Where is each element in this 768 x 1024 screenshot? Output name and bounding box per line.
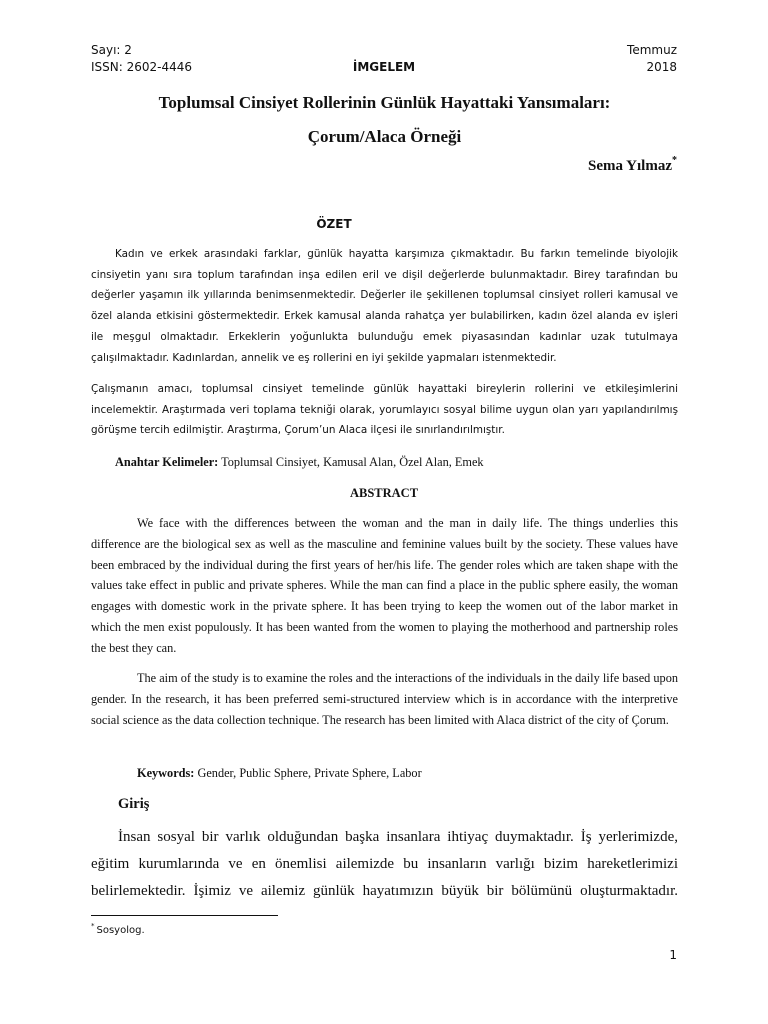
abstract-paragraph-2: The aim of the study is to examine the roles and the interactions of the individuals in the daily life based upon gender. In the research, it has been preferred semi-structured interview which is in accordance with the interpretive social science as the data collection technique. The research has been limited with Alaca district of the city of Çorum. — [91, 671, 678, 727]
giris-heading: Giriş — [118, 796, 150, 812]
header-right — [627, 42, 677, 76]
paper-title-line2: Çorum/Alaca Örneği — [307, 127, 462, 146]
author — [588, 155, 677, 175]
ozet-keywords-text: Toplumsal Cinsiyet, Kamusal Alan, Özel Alan, Emek — [221, 455, 484, 469]
abstract-paragraph-1: We face with the differences between the woman and the man in daily life. The things underlies this difference are the biological sex as well as the masculine and feminine values built by the society. These values have been embraced by the individual during the first years of her/his life. The gender roles which are taken shape with the values take effect in public and private spheres. While the man can find a place in the public sphere easily, the woman engages with domestic work in the private sphere. It has been trying to keep the women out of the labor market in which the men exist populously. It has been wanted from the women to playing the motherhood and partnership roles the best they can. — [91, 516, 678, 655]
ozet-paragraph-1: Kadın ve erkek arasındaki farklar, günlük hayatta karşımıza çıkmaktadır. Bu farkın temelinde biyolojik cinsiyetin yanı sıra toplum tarafından inşa edilen eril ve dişil değerlerde bulunmaktadır. Birey tarafından bu değerler yaşamın ilk yıllarında benimsenmektedir. Değerler ile şekillenen toplumsal cinsiyet rolleri kamusal ve özel alanda etkisini göstermektedir. Erkek kamusal alanda rahatça yer bulabilirken, kadın özel alanda ev işleri ile meşgul olmaktadır. Erkeklerin yoğunlukta bulunduğu emek piyasasından kadınlar uzak tutulmaya çalışılmaktadır. Kadınlardan, annelik ve eş rollerini en iyi şekilde yapmaları istenmektedir. — [91, 248, 678, 364]
page-number: 1 — [669, 948, 677, 962]
giris-paragraph: İnsan sosyal bir varlık olduğundan başka insanlara ihtiyaç duymaktadır. İş yerlerimizde, eğitim kurumlarında ve en önemlisi ailemizde bu insanların varlığı bizim hareketlerimizi belirlemektedir. İşimiz ve ailemiz günlük hayatımızın büyük bir bölümünü oluşturmaktadır. — [91, 829, 678, 899]
ozet-keywords — [115, 455, 484, 470]
ozet-keywords-label: Anahtar Kelimeler: — [115, 455, 219, 469]
author-footnote-marker: * — [672, 155, 677, 166]
abstract-heading: ABSTRACT — [349, 486, 419, 500]
journal-name: İMGELEM — [352, 60, 416, 74]
abstract-keywords — [137, 766, 422, 781]
issue-year: 2018 — [646, 60, 677, 74]
abstract-keywords-label: Keywords: — [137, 766, 195, 780]
footnote-divider — [91, 915, 278, 916]
issn: ISSN: 2602-4446 — [91, 60, 193, 74]
footnote — [91, 922, 145, 936]
footnote-marker: * — [91, 922, 95, 930]
ozet-paragraph-2: Çalışmanın amacı, toplumsal cinsiyet temelinde günlük hayattaki bireylerin rollerini ve etkileşimlerini incelemektir. Araştırmada veri toplama tekniği olarak, yorumlayıcı sosyal bilime uygun olan yarı yapılandırılmış görüşme tercih edilmiştir. Araştırma, Çorum’un Alaca ilçesi ile sınırlandırılmıştır. — [91, 383, 678, 437]
paper-title — [91, 86, 678, 154]
abstract-keywords-text: Gender, Public Sphere, Private Sphere, Labor — [197, 766, 422, 780]
issue-number: Sayı: 2 — [91, 43, 132, 57]
ozet-heading: ÖZET — [316, 217, 352, 231]
footnote-text: Sosyolog. — [96, 925, 145, 936]
author-name: Sema Yılmaz — [587, 158, 672, 174]
issue-month: Temmuz — [627, 43, 677, 57]
paper-title-line1: Toplumsal Cinsiyet Rollerinin Günlük Hayattaki Yansımaları: — [158, 93, 611, 112]
